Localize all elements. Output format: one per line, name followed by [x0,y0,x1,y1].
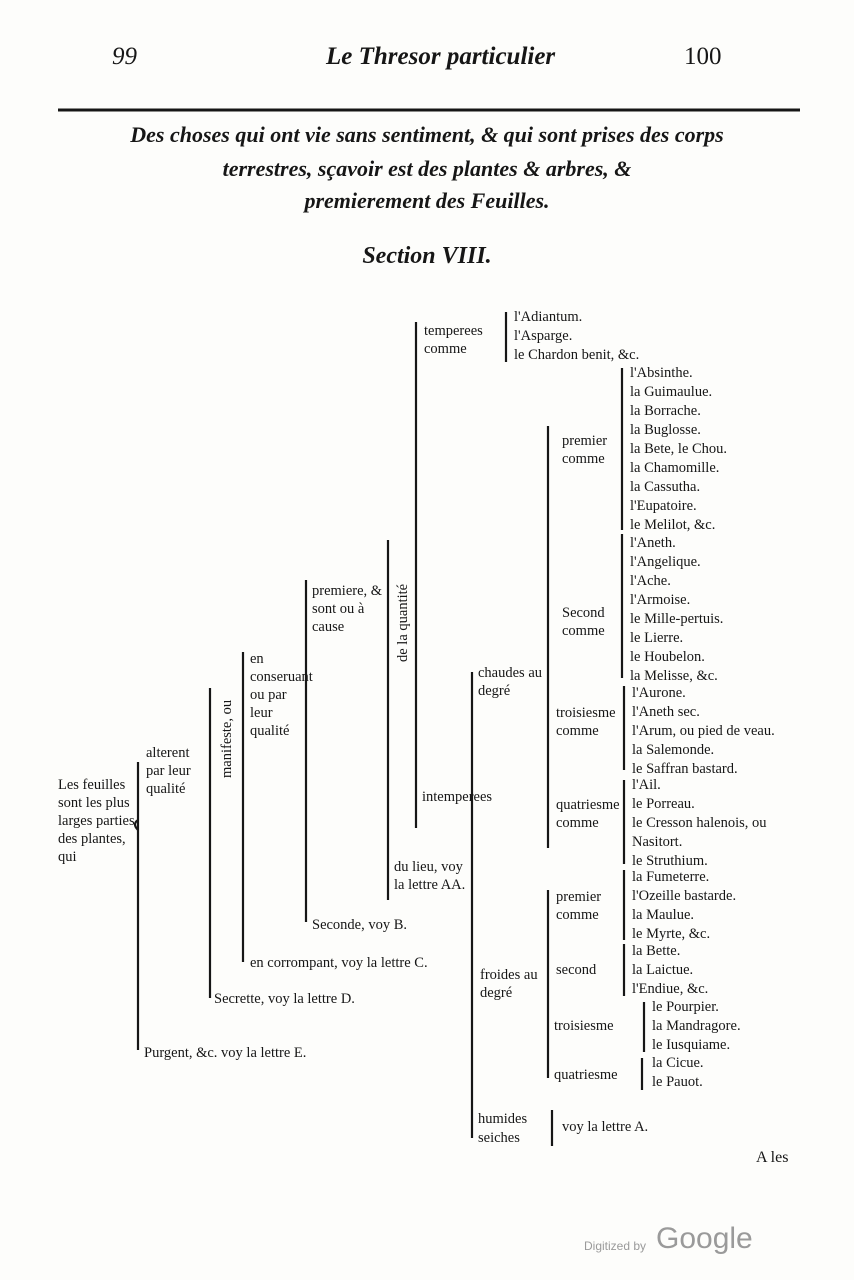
humides-reference: voy la lettre A. [562,1119,649,1135]
leaf-premier-chaud-1: l'Absinthe. [630,365,693,381]
node-premiere: premiere, & sont ou à cause [312,583,383,635]
digitized-by-label: Digitized by [584,1239,647,1253]
leaf-quatriesme-chaud-4: Nasitort. [632,834,683,850]
leaf-premier-froid-4: le Myrte, &c. [632,926,711,942]
page-number-left: 99 [112,43,137,70]
node-chaudes: chaudes au degré [478,665,543,699]
title-line-2: terrestres, sçavoir est des plantes & arbres, & [222,156,632,181]
node-intemperees: intemperees [422,789,493,805]
leaf-troisiesme-chaud-4: la Salemonde. [632,742,715,758]
node-quantite: de la quantité [395,583,411,662]
leaf-premier-froid-3: la Maulue. [632,907,695,923]
leaf-premier-chaud-5: la Bete, le Chou. [630,441,728,457]
leaf-troisiesme-froid-1: le Pourpier. [652,999,719,1015]
leaf-premier-froid-2: l'Ozeille bastarde. [632,888,737,904]
leaf-second-froid-1: la Bette. [632,943,681,959]
leaf-second-chaud-5: le Mille-pertuis. [630,611,724,627]
leaf-second-chaud-1: l'Aneth. [630,535,676,551]
node-alterent: alterent par leur qualité [146,745,191,797]
google-wordmark: Google [656,1222,753,1255]
leaf-second-chaud-2: l'Angelique. [630,554,701,570]
leaf-premier-chaud-7: la Cassutha. [630,479,701,495]
page-number-right: 100 [684,43,722,70]
leaf-quatriesme-froid-2: le Pauot. [652,1074,703,1090]
leaf-second-froid-2: la Laictue. [632,962,694,978]
leaf-temperees-3: le Chardon benit, &c. [514,347,640,363]
leaf-troisiesme-froid-2: la Mandragore. [652,1018,741,1034]
node-premier-froid: premier comme [556,889,602,923]
leaf-premier-chaud-2: la Guimaulue. [630,384,713,400]
node-du-lieu: du lieu, voy la lettre AA. [394,859,466,893]
leaf-temperees-2: l'Asparge. [514,328,573,344]
leaf-second-chaud-4: l'Armoise. [630,592,691,608]
node-en-conseruant: en conseruant ou par leur qualité [250,651,313,739]
node-en-corrompant: en corrompant, voy la lettre C. [250,955,428,971]
leaf-troisiesme-chaud-1: l'Aurone. [632,685,686,701]
tree-root: Les feuilles sont les plus larges parties des plantes, qui [58,777,135,865]
leaf-second-chaud-7: le Houbelon. [630,649,705,665]
leaf-second-chaud-8: la Melisse, &c. [630,668,718,684]
leaf-second-chaud-6: le Lierre. [630,630,684,646]
leaf-quatriesme-froid-1: la Cicue. [652,1055,704,1071]
leaf-troisiesme-chaud-2: l'Aneth sec. [632,704,700,720]
node-froides: froides au degré [480,967,538,1001]
leaf-premier-chaud-4: la Buglosse. [630,422,701,438]
section-heading: Section VIII. [362,243,492,269]
leaf-quatriesme-chaud-2: le Porreau. [632,796,695,812]
leaf-troisiesme-chaud-5: le Saffran bastard. [632,761,738,777]
node-troisiesme-froid: troisiesme [554,1018,614,1034]
node-second-chaud: Second comme [562,605,605,639]
title-line-3: premierement des Feuilles. [304,188,550,213]
node-seconde: Seconde, voy B. [312,917,408,933]
leaf-premier-chaud-3: la Borrache. [630,403,701,419]
node-premier-chaud: premier comme [562,433,608,467]
title-line-1: Des choses qui ont vie sans sentiment, & qui sont prises des corps [130,122,724,147]
leaf-troisiesme-chaud-3: l'Arum, ou pied de veau. [632,723,775,739]
node-purgent: Purgent, &c. voy la lettre E. [144,1045,307,1061]
node-quatriesme-chaud: quatriesme comme [556,797,620,831]
node-second-froid: second [556,962,597,978]
leaf-quatriesme-chaud-3: le Cresson halenois, ou [632,815,767,831]
catchword: A les [756,1149,789,1166]
leaf-premier-chaud-8: l'Eupatoire. [630,498,697,514]
leaf-quatriesme-chaud-1: l'Ail. [632,777,661,793]
node-temperees: temperees comme [424,323,483,357]
node-humides: humides [478,1111,528,1127]
running-title: Le Thresor particulier [326,43,556,70]
leaf-troisiesme-froid-3: le Iusquiame. [652,1037,731,1053]
leaf-second-froid-3: l'Endiue, &c. [632,981,709,997]
node-troisiesme-chaud: troisiesme comme [556,705,616,739]
leaf-premier-chaud-6: la Chamomille. [630,460,720,476]
node-quatriesme-froid: quatriesme [554,1067,618,1083]
leaf-premier-froid-1: la Fumeterre. [632,869,710,885]
node-secrette: Secrette, voy la lettre D. [214,991,355,1007]
leaf-quatriesme-chaud-5: le Struthium. [632,853,708,869]
node-manifeste: manifeste, ou [219,699,235,778]
node-seiches: seiches [478,1130,520,1146]
leaf-temperees-1: l'Adiantum. [514,309,583,325]
leaf-second-chaud-3: l'Ache. [630,573,671,589]
leaf-premier-chaud-9: le Melilot, &c. [630,517,716,533]
